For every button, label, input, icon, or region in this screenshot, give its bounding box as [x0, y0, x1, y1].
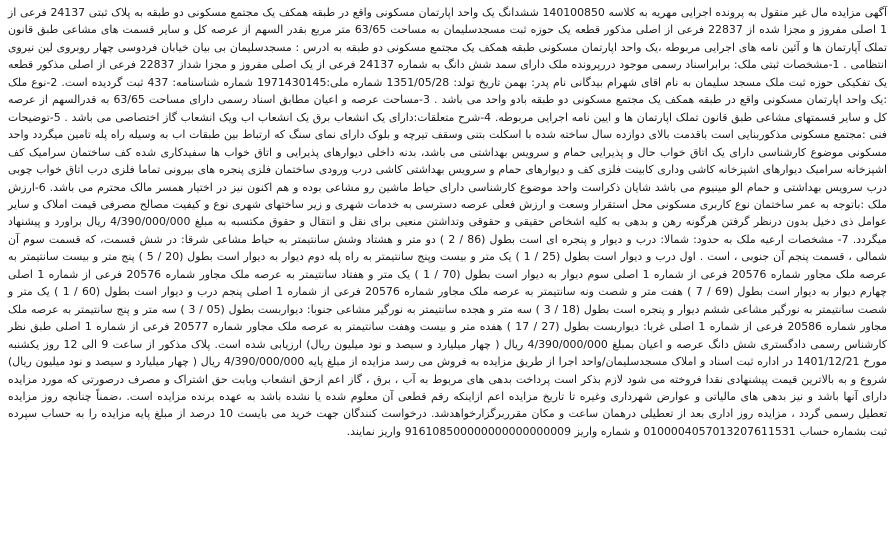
notice-body-text: آگهی مزایده مال غیر منقول به پرونده اجرایی مهریه به کلاسه 140100850 ششدانگ یک واحد اپارتمان مسکونی واقع در طبقه همکف یک مجتمع مسکونی دو طبقه به پلاک ثبتی 24137 فرعی از 1 اصلی مفروز و مجزا شده از 22837 فرعی از اصلی مذکور قطعه یک حوزه ثبت مسجدسلیمان به مساحت 63/65 متر مربع بقدر السهم از عرصه کل و سایر قسمت های مشاعی طبق قانون تملک آپارتمان ها و آئین نامه های اجرایی مربوطه ،یک واحد اپارتمان مسکونی طبقه همکف یک مجتمع مسکونی دو طبقه به ادرس : مسجدسلیمان بی بیان خیابان فردوسی چهار روبروی لین نیروی انتظامی . 1-مشخصات ثبتی ملک: برابراسناد رسمی موجود دررپرونده ملک دارای سمد شش دانگ به شماره 24137 فرعی از یک اصلی مفروز و مجزا شداز 22837 فرعی از اصلی مذکور قطعه یک تفکیکی حوزه ثبت ملک مسجد سلیمان به نام اقای شهرام بیدگانی نام پدر: بهمن تاریخ تولد: 1351/05/28 شماره ملی:1971430145 شماره شناسنامه: 437 ثبت گردیده است. 2-نوع ملک :یک واحد اپارتمان مسکونی واقع در طبقه همکف یک مجتمع مسکونی دو طبقه بادو واحد می باشد . 3-مساحت عرصه و اعیان مطابق اسناد رسمی دارای مساحت 63/65 به قدرالسهم از عرصه کل و سایر قسمتهای مشاعی طبق قانون تملک اپارتمان ها و ایین نامه اجرایی مربوطه. 4-شرح متعلقات:دارای یک انشعاب برق یک انشعاب اب ویک انشعاب گاز اختصاصی می باشد . 5-توضیحات فنی :مجتمع مسکونی مذکوربنایی است باقدمت بالای دوازده سال ساخته شده با اسکلت بتنی وسقف تیرچه و بلوک دارای نمای سنگ که ارتباط بین طبقات اب به وسیله راه پله تامین میگردد واحد مسکونی موضوع کارشناسی دارای یک اتاق خواب حال و پذیرایی حمام و سرویس بهداشتی می باشد، بدنه داخلی دیوارهای پذیرایی و اتاق خواب ها سفیدکاری شده کف ساختمان سرامیک کف اشپزخانه سرامیک دیوارهای اشپزخانه کاشی وداری کابینت فلزی کف و دیوارهای حمام و سرویس بهداشتی کاشی درب ورودی ساختمان فلزی پنجره های بیرونی تماما فلزی درب اتاق خواب چوبی درب سرویس بهداشتی و حمام الو مینیوم می باشد شایان ذکراست واحد موضوع کارشناسی دارای حیاط ماشین رو مشاعی بوده و هم اکنون نیز در اختیار همسر مالک محترم می باشد. 6-ارزش ملک :باتوجه به عمر ساختمان نوع کاربری مسکونی محل استقرار وسعت و ارزش فعلی عرصه دسترسی به خدمات شهری و زیر ساختهای شهری نوع و کیفیت مصالح مصرفی قیمت املاک و سایر عوامل ذی دخیل بدون درنظر گرفتن هرگونه رهن و بدهی به کلیه اشخاص حقیقی و حقوقی وتداشتن منعیی برای نقل و انتقال و حقوق مکتسبه به مبلغ 4/390/000/000 ریال براورد و پیشنهاد میگردد. 7- مشخصات ارعیه ملک به حدود: شمالا: درب و دیوار و پنجره ای است بطول (86 / 2 ) دو متر و هشتاد وشش سانتیمتر به حیاط مشاعی شرقا: در شش قسمت، که قسمت سوم آن شمالی ، قسمت پنجم آن جنوبی ، است . اول درب و دیوار است بطول (25 / 1 ) یک متر و بیست وپنج سانتیمتر به راه پله دوم دیوار به دیوار است بطول (20 / 5 ) پنج متر و بیست سانتیمتر به عرصه ملک مجاور شماره 20576 فرعی از شماره 1 اصلی سوم دیوار به دیوار است بطول (70 / 1 ) یک متر و هفتاد سانتیمتر به عرصه ملک مجاور شماره 20576 فرعی از شماره 1 اصلی چهارم دیوار به دیوار است بطول (69 / 7 ) هفت متر و شصت ونه سانتیمتر به عرصه ملک مجاور شماره 20576 فرعی از شماره 1 اصلی پنجم درب و دیوار است بطول (60 / 1 ) یک متر و شصت سانتیمتر به نورگیر مشاعی ششم دیوار و پنجره است بطول (18 / 3 ) سه متر و هجده سانتیمتر به نورگیر مشاعی جنوبا: دیواربست بطول (05 / 3 ) سه متر و پنج سانتیمتر به عرصه ملک مجاور شماره 20586 فرعی از شماره 1 اصلی غربا: دیواربست بطول (27 / 17 ) هفده متر و بیست وهفت سانتیمتر به عرصه ملک مجاور شماره 20577 فرعی از شماره 1 اصلی طبق نظر کارشناس رسمی دادگستری شش دانگ عرصه و اعیان بمبلغ 4/390/000/000 ریال ( چهار میلیارد و سیصد و نود میلیون ریال) ارزیابی شده است. پلاک مذکور از ساعت 9 الی 12 روز یکشنبه مورخ 1401/12/21 در اداره ثبت اسناد و املاک مسجدسلیمان/واحد اجرا از طریق مزایده به فروش می رسد مزایده از مبلغ پایه 4/390/000/000 ریال ( چهار میلیارد و سیصد و نود میلیون ریال) شروع و به بالاترین قیمت پیشنهادی نقدا فروخته می شود لازم بذکر است پرداخت بدهی های مربوط به آب ، برق ، گاز اعم ازحق انشعاب وبابت حق اشتراک و مصرف درصورتی که مورد مزایده دارای آنها باشد و نیز بدهی های مالیاتی و عوارض شهرداری وغیره تا تاریخ مزایده اعم ازاینکه رقم قطعی آن معلوم شده یا نشده باشد به عهده برنده مزایده است. ،ضمناً چنانچه روز مزایده تعطیل رسمی گردد ، مزایده روز اداری بعد از تعطیلی درهمان ساعت و مکان مقرربرگزارخواهدشد. درخواست کنندگان جهت خرید می بایست 10 درصد از مبلغ پایه مزایده را به حساب سپرده ثبت بشماره حساب 0100004057013207611531 و شماره واریز 916108500000000000000009 واریز نمایند. — [8, 6, 888, 438]
